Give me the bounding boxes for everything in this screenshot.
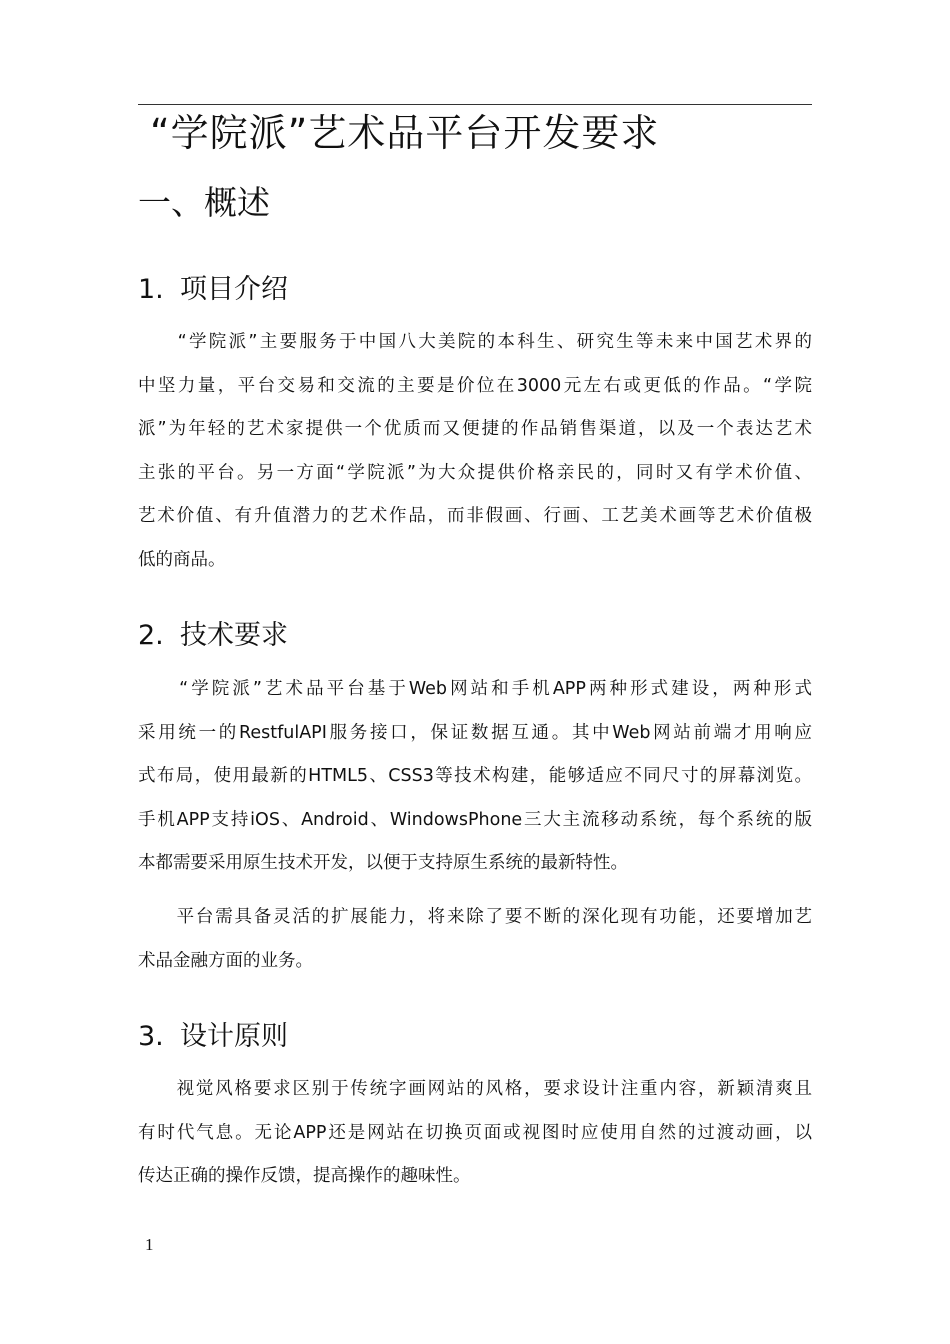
paragraph-line: 有时代气息。无论APP还是网站在切换页面或视图时应使用自然的过渡动画，以 [138,1122,812,1143]
subsection-number: 3. [138,1021,164,1052]
paragraph-line: 低的商品。 [138,549,226,570]
page-number: 1 [145,1235,154,1254]
paragraph-line: 视觉风格要求区别于传统字画网站的风格，要求设计注重内容，新颖清爽且 [138,1079,812,1099]
paragraph-line: 本都需要采用原生技术开发，以便于支持原生系统的最新特性。 [138,853,628,873]
subsection-number: 2. [138,620,164,651]
subsection-heading-1 [138,272,288,308]
header-rule [138,104,812,105]
paragraph-line: “学院派”主要服务于中国八大美院的本科生、研究生等未来中国艺术界的 [138,332,812,352]
subsection-heading-2 [138,618,288,654]
paragraph-line: “学院派”艺术品平台基于Web网站和手机APP两种形式建设，两种形式 [138,679,812,699]
paragraph-project-intro [138,321,812,582]
paragraph-line: 平台需具备灵活的扩展能力，将来除了要不断的深化现有功能，还要增加艺 [138,907,812,927]
paragraph-line: 派”为年轻的艺术家提供一个优质而又便捷的作品销售渠道，以及一个表达艺术 [138,419,812,439]
paragraph-line: 式布局，使用最新的HTML5、CSS3等技术构建，能够适应不同尺寸的屏幕浏览。 [138,766,812,786]
paragraph-line: 术品金融方面的业务。 [138,950,313,971]
paragraph-line: 艺术价值、有升值潜力的艺术作品，而非假画、行画、工艺美术画等艺术价值极 [138,506,812,526]
paragraph-line: 主张的平台。另一方面“学院派”为大众提供价格亲民的，同时又有学术价值、 [138,462,812,483]
subsection-title: 项目介绍 [180,274,288,305]
subsection-title: 设计原则 [180,1021,288,1052]
paragraph-line: 中坚力量，平台交易和交流的主要是价位在3000元左右或更低的作品。“学院 [138,375,812,396]
section-heading: 一、概述 [138,183,270,222]
paragraph-extensibility [138,896,812,983]
subsection-title: 技术要求 [180,620,288,651]
paragraph-line: 手机APP支持iOS、Android、WindowsPhone三大主流移动系统，每个系统的版 [138,809,812,830]
document-title: “学院派”艺术品平台开发要求 [150,111,660,155]
paragraph-line: 传达正确的操作反馈，提高操作的趣味性。 [138,1166,471,1186]
paragraph-design-principles [138,1068,812,1199]
paragraph-tech-requirements [138,668,812,886]
paragraph-line: 采用统一的RestfulAPI服务接口，保证数据互通。其中Web网站前端才用响应 [138,722,812,743]
subsection-number: 1. [138,274,164,305]
subsection-heading-3 [138,1019,288,1055]
